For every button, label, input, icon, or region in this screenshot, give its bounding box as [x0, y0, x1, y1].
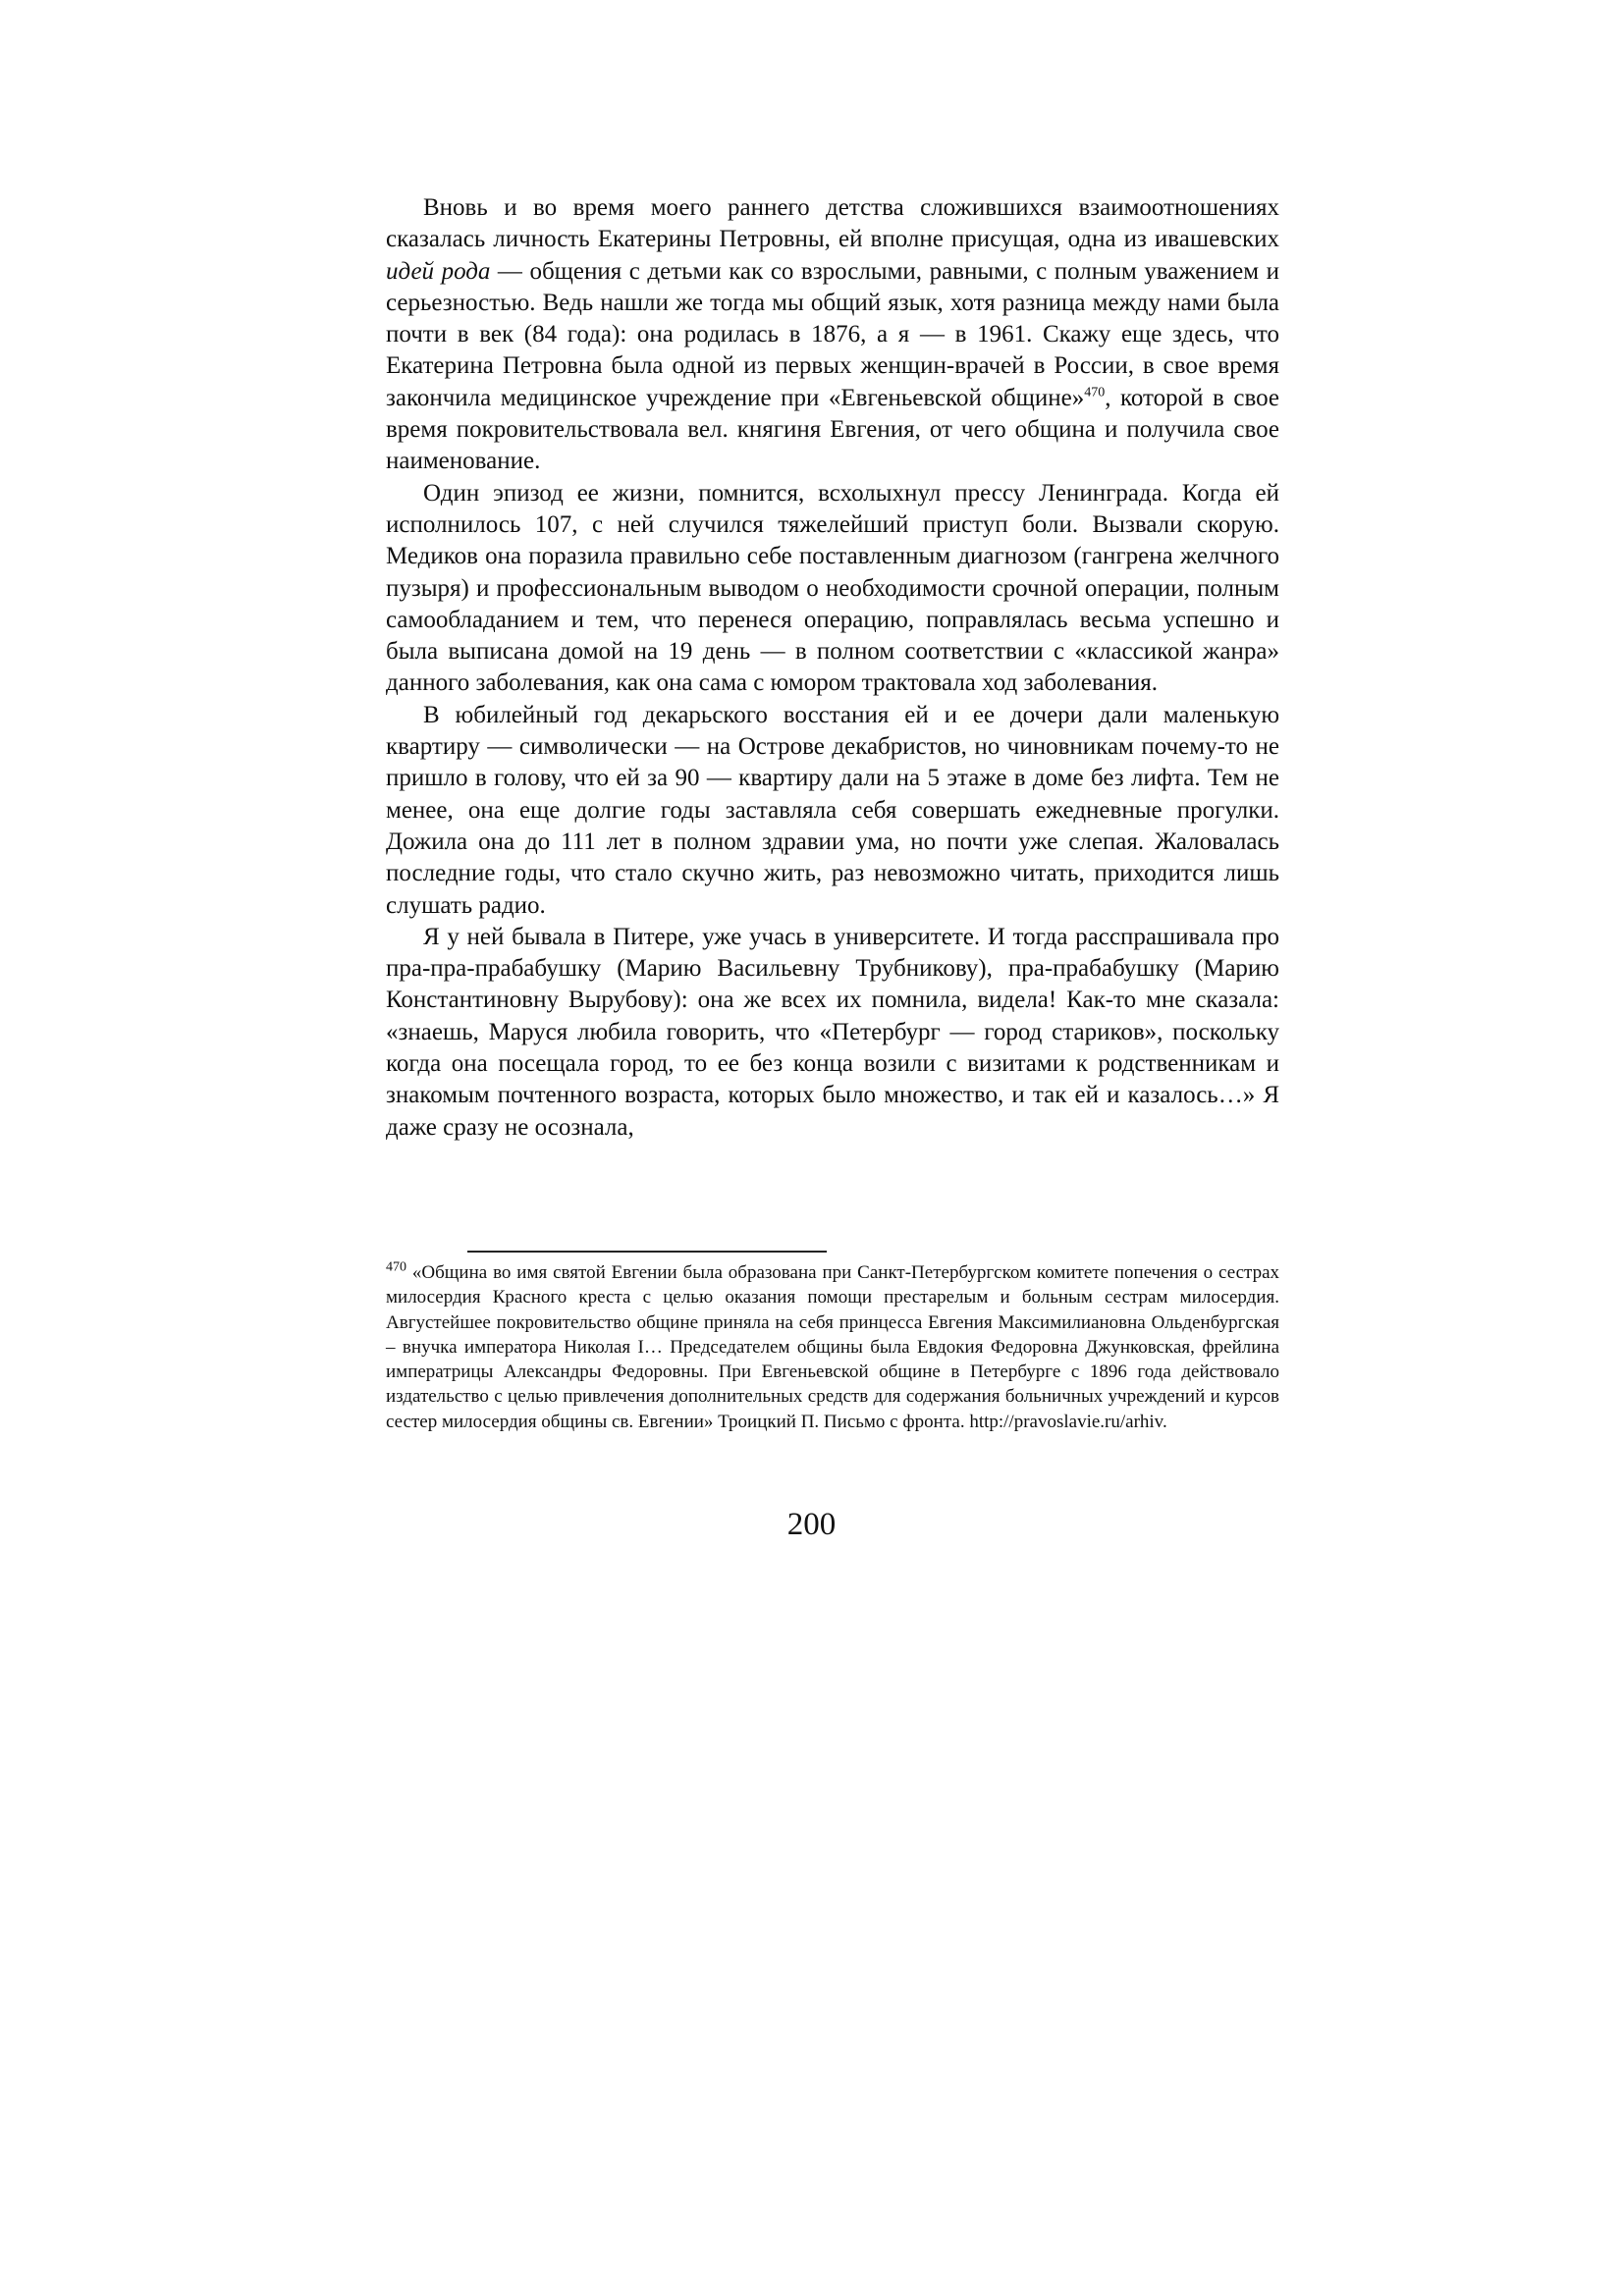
page-number: 200: [786, 1507, 837, 1542]
paragraph-1: [386, 192, 1279, 478]
footnote-body: «Община во имя святой Евгении была образована при Санкт-Петербургском комитете попечения о сестрах милосердия Красного креста с целью оказания помощи престарелым и больным сестрам милосердия. Августейшее покровительство общине приняла на себя принцесса Евгения Максимилиановна Ольденбургская – внучка императора Николая I… Председателем общины была Евдокия Федоровна Джунковская, фрейлина императрицы Александры Федоровны. При Евгеньевской общине в Петербурге с 1896 года действовало издательство с целью привлечения дополнительных средств для содержания больничных учреждений и курсов сестер милосердия общины св. Евгении» Троицкий П. Письмо с фронта. http://pravoslavie.ru/arhiv.: [386, 1262, 1279, 1432]
footnote-text: [386, 1260, 1279, 1434]
paragraph-2: Один эпизод ее жизни, помнится, всхолыхнул прессу Ленинграда. Когда ей исполнилось 107, с ней случился тяжелейший приступ боли. Вызвали скорую. Медиков она поразила правильно себе поставленным диагнозом (гангрена желчного пузыря) и профессиональным выводом о необходимости срочной операции, полным самообладанием и тем, что перенеся операцию, поправлялась весьма успешно и была выписана домой на 19 день — в полном соответствии с «классикой жанра» данного заболевания, как она сама с юмором трактовала ход заболевания.: [386, 479, 1279, 697]
paragraph-1-text-after: — общения с детьми как со взрослыми, равными, с полным уважением и серьезностью. Ведь нашли же тогда мы общий язык, хотя разница между нами была почти в век (84 года): она родилась в 1876, а я — в 1961. Скажу еще здесь, что Екатерина Петровна была одной из первых женщин-врачей в России, в свое время закончила медицинское учреждение при «Евгеньевской общине»: [386, 257, 1279, 411]
paragraph-1-text-before: Вновь и во время моего раннего детства сложившихся взаимоотношениях сказалась личность Екатерины Петровны, ей вполне присущая, одна из ивашевских: [386, 194, 1279, 253]
main-text: [386, 192, 1279, 1144]
italic-phrase: идей рода: [386, 257, 491, 285]
paragraph-4: Я у ней бывала в Питере, уже учась в университете. И тогда расспрашивала про пра-пра-прабабушку (Марию Васильевну Трубникову), пра-прабабушку (Марию Константиновну Вырубову): она же всех их помнила, видела! Как-то мне сказала: «знаешь, Маруся любила говорить, что «Петербург — город стариков», поскольку когда она посещала город, то ее без конца возили с визитами к родственникам и знакомым почтенного возраста, которых было множество, и так ей и казалось…» Я даже сразу не осознала,: [386, 923, 1279, 1141]
footnote-separator: [467, 1251, 827, 1253]
footnote-number: 470: [386, 1259, 406, 1275]
footnote-reference[interactable]: 470: [1084, 385, 1106, 400]
paragraph-3: В юбилейный год декарьского восстания ей и ее дочери дали маленькую квартиру — символически — на Острове декабристов, но чиновникам почему-то не пришло в голову, что ей за 90 — квартиру дали на 5 этаже в доме без лифта. Тем не менее, она еще долгие годы заставляла себя совершать ежедневные прогулки. Дожила она до 111 лет в полном здравии ума, но почти уже слепая. Жаловалась последние годы, что стало скучно жить, раз невозможно читать, приходится лишь слушать радио.: [386, 701, 1279, 919]
footnote: [386, 1260, 1279, 1434]
paragraph-1-text-tail: , которой в свое время покровительствовала вел. княгиня Евгения, от чего община и получила свое наименование.: [386, 384, 1279, 475]
